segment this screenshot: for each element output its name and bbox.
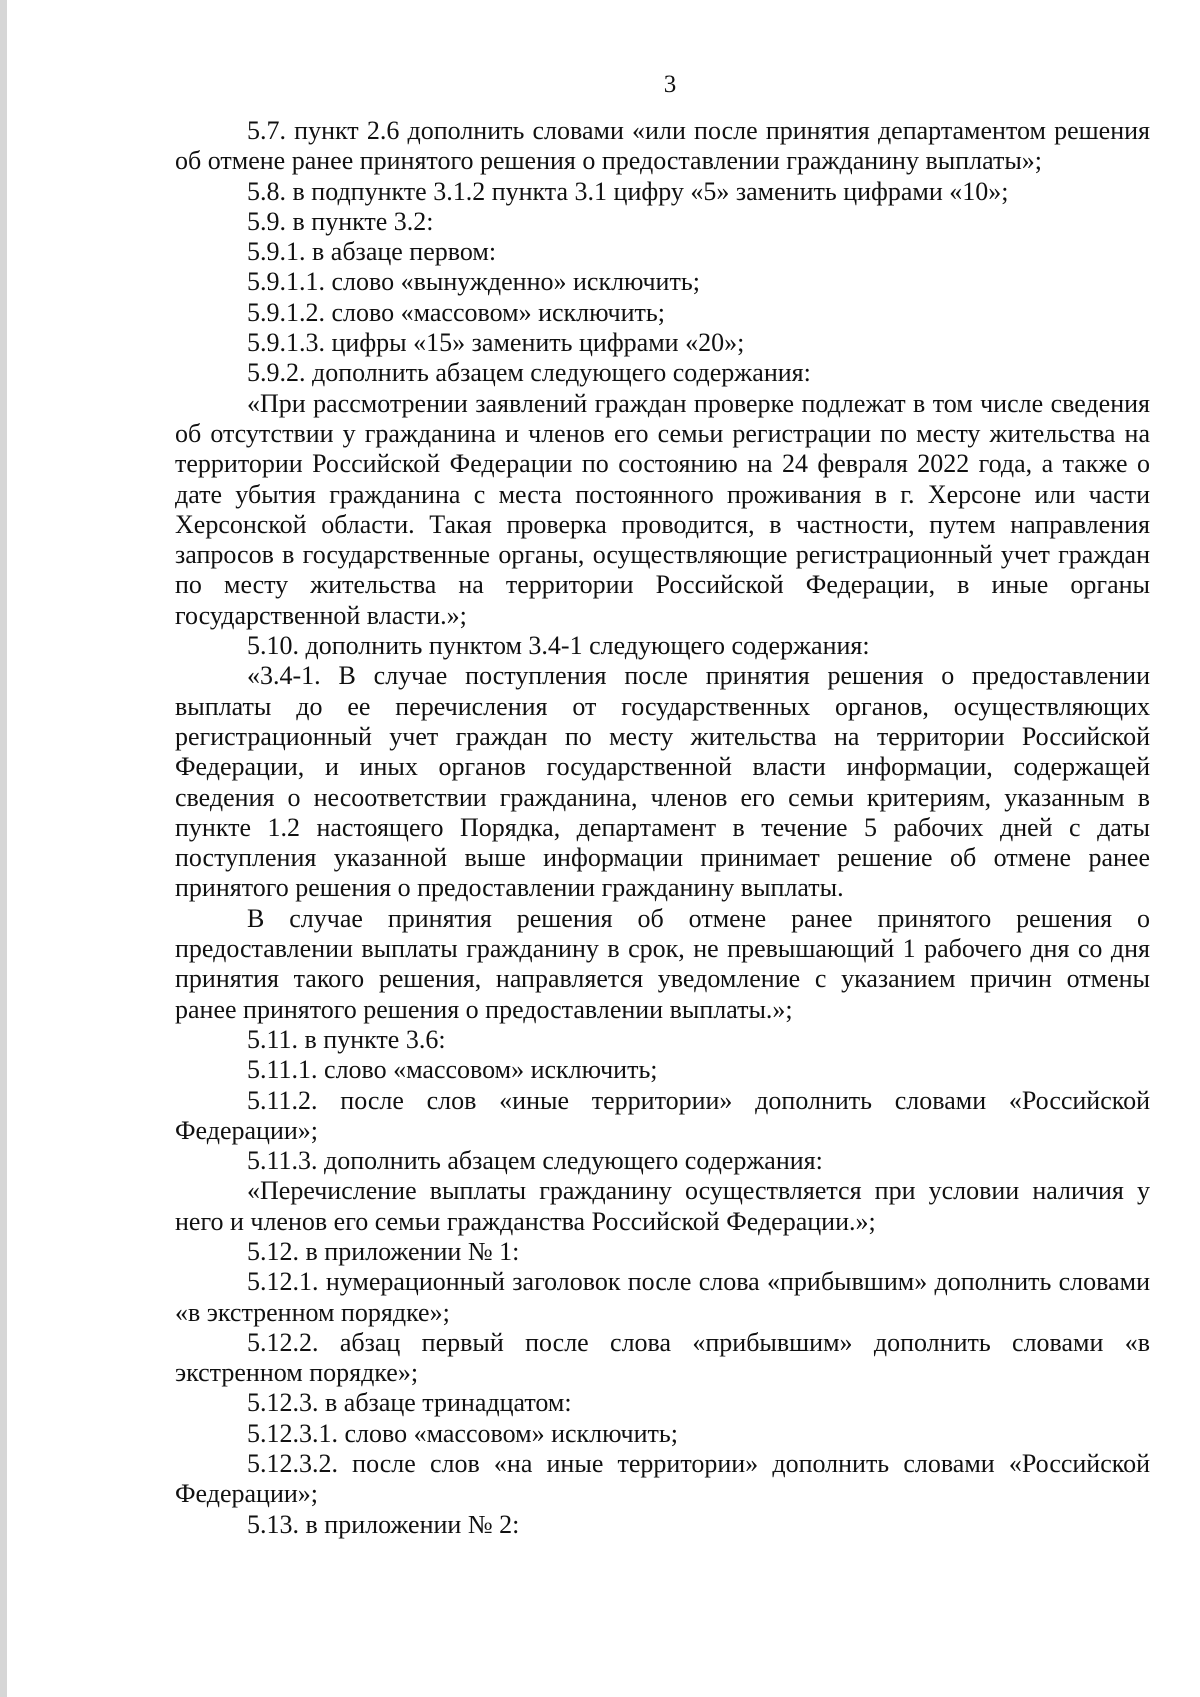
paragraph-5-9-1-2: 5.9.1.2. слово «массовом» исключить;: [247, 297, 665, 327]
paragraph-5-9-1: 5.9.1. в абзаце первом:: [247, 237, 497, 267]
paragraph-5-11: 5.11. в пункте 3.6:: [247, 1024, 446, 1054]
paragraph-5-7: 5.7. пункт 2.6 дополнить словами «или после принятия департаментом решения об отмене ранее принятого решения о предоставлении гражданину выплаты»;: [175, 116, 1150, 176]
scan-left-edge: [0, 0, 7, 1697]
paragraph-5-9: 5.9. в пункте 3.2:: [247, 206, 434, 236]
paragraph-5-10: 5.10. дополнить пунктом 3.4-1 следующего содержания:: [247, 631, 870, 661]
paragraph-5-12-3: 5.12.3. в абзаце тринадцатом:: [247, 1388, 572, 1418]
paragraph-quote-3-4-1: «3.4-1. В случае поступления после принятия решения о предоставлении выплаты до ее перечисления от государственных органов, осуществляющих регистрационный учет граждан по месту жительства на территории Российской Федерации, и иных органов государственной власти информации, содержащей сведения о несоответствии гражданина, членов его семьи критериям, указанным в пункте 1.2 настоящего Порядка, департамент в течение 5 рабочих дней с даты поступления указанной выше информации принимает решение об отмене ранее принятого решения о предоставлении гражданину выплаты.: [175, 661, 1150, 903]
paragraph-5-8: 5.8. в подпункте 3.1.2 пункта 3.1 цифру «5» заменить цифрами «10»;: [247, 176, 1009, 206]
paragraph-5-9-2: 5.9.2. дополнить абзацем следующего содержания:: [247, 358, 811, 388]
paragraph-quote-cancellation: В случае принятия решения об отмене ранее принятого решения о предоставлении выплаты гражданину в срок, не превышающий 1 рабочего дня со дня принятия такого решения, направляется уведомление с указанием причин отмены ранее принятого решения о предоставлении выплаты.»;: [175, 903, 1150, 1024]
paragraph-5-11-3: 5.11.3. дополнить абзацем следующего содержания:: [247, 1146, 823, 1176]
paragraph-5-12-3-1: 5.12.3.1. слово «массовом» исключить;: [247, 1418, 678, 1448]
paragraph-quote-transfer: «Перечисление выплаты гражданину осуществляется при условии наличия у него и членов его семьи гражданства Российской Федерации.»;: [175, 1176, 1150, 1236]
paragraph-5-12-1: 5.12.1. нумерационный заголовок после слова «прибывшим» дополнить словами «в экстренном порядке»;: [175, 1267, 1150, 1327]
page-number: 3: [663, 71, 677, 98]
paragraph-5-11-2: 5.11.2. после слов «иные территории» дополнить словами «Российской Федерации»;: [175, 1085, 1150, 1145]
paragraph-5-13: 5.13. в приложении № 2:: [247, 1509, 520, 1539]
paragraph-5-12-2: 5.12.2. абзац первый после слова «прибывшим» дополнить словами «в экстренном порядке»;: [175, 1327, 1150, 1388]
paragraph-5-12: 5.12. в приложении № 1:: [247, 1236, 520, 1266]
paragraph-5-11-1: 5.11.1. слово «массовом» исключить;: [247, 1055, 658, 1085]
paragraph-quote-verification: «При рассмотрении заявлений граждан проверке подлежат в том числе сведения об отсутствии у гражданина и членов его семьи регистрации по месту жительства на территории Российской Федерации по состоянию на 24 февраля 2022 года, а также о дате убытия гражданина с места постоянного проживания в г. Херсоне или части Херсонской области. Такая проверка проводится, в частности, путем направления запросов в государственные органы, осуществляющие регистрационный учет граждан по месту жительства на территории Российской Федерации, в иные органы государственной власти.»;: [175, 388, 1150, 630]
paragraph-5-12-3-2: 5.12.3.2. после слов «на иные территории» дополнить словами «Российской Федерации»;: [175, 1449, 1150, 1509]
paragraph-5-9-1-1: 5.9.1.1. слово «вынужденно» исключить;: [247, 267, 700, 297]
paragraph-5-9-1-3: 5.9.1.3. цифры «15» заменить цифрами «20»;: [247, 328, 745, 358]
document-body: [175, 116, 1150, 1540]
